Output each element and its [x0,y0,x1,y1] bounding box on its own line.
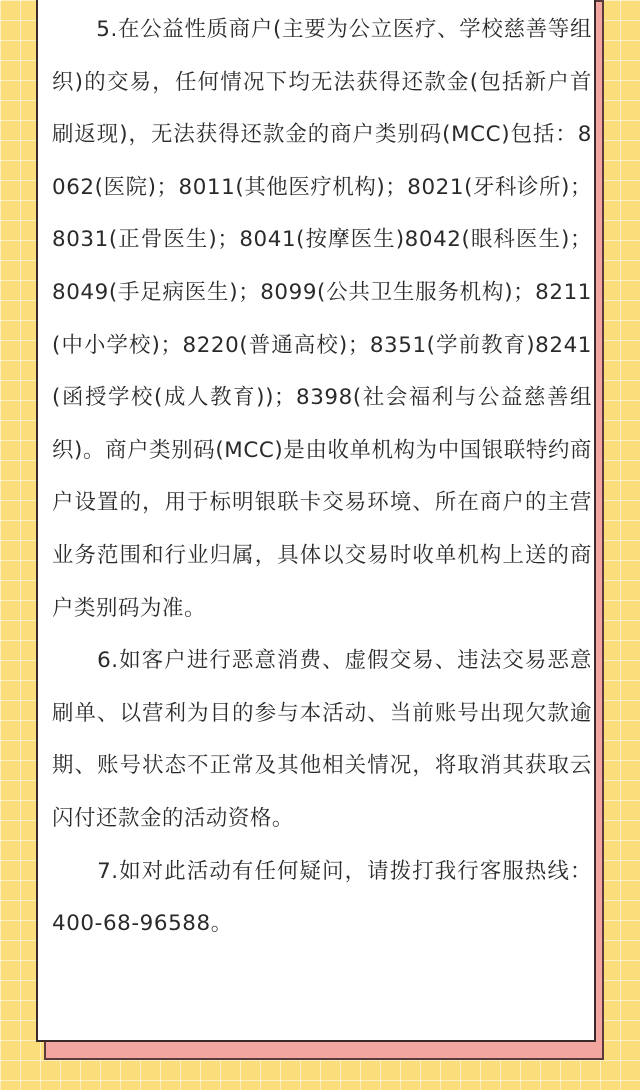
term-7-hotline: 7.如对此活动有任何疑问，请拨打我行客服热线：400-68-96588。 [52,858,592,937]
term-6-disqualification: 6.如客户进行恶意消费、虚假交易、违法交易恶意刷单、以营利为目的参与本活动、当前账号出现欠款逾期、账号状态不正常及其他相关情况，将取消其获取云闪付还款金的活动资格。 [52,648,592,831]
term-5-mcc-exclusions: 5.在公益性质商户(主要为公立医疗、学校慈善等组织)的交易，任何情况下均无法获得还款金(包括新户首刷返现)，无法获得还款金的商户类别码(MCC)包括：8062(医院)；8011(其他医疗机构)；8021(牙科诊所)；8031(正骨医生)；8041(按摩医生)8042(眼科医生)；8049(手足病医生)；8099(公共卫生服务机构)；8211(中小学校)；8220(普通高校)；8351(学前教育)8241(函授学校(成人教育))；8398(社会福利与公益慈善组织)。商户类别码(MCC)是由收单机构为中国银联特约商户设置的，用于标明银联卡交易环境、所在商户的主营业务范围和行业归属，具体以交易时收单机构上送的商户类别码为准。 [52,17,592,621]
terms-card [36,0,596,1042]
